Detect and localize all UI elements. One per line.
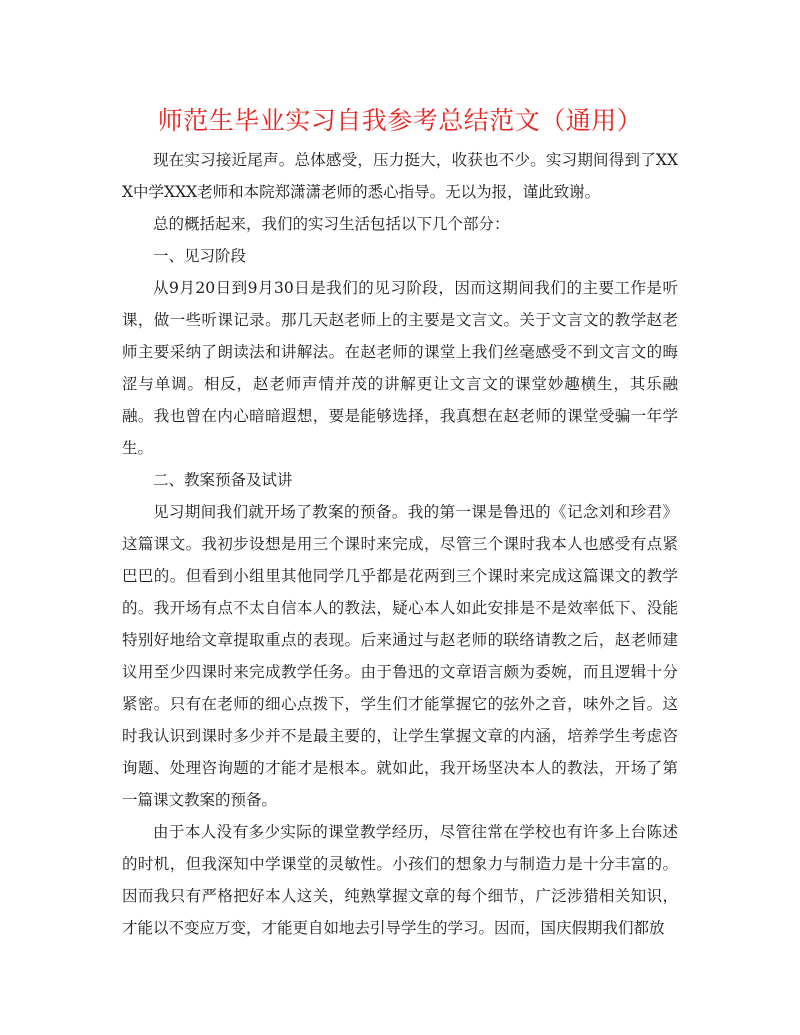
section-heading-lesson-prep: 二、教案预备及试讲	[153, 471, 293, 489]
document-title: 师范生毕业实习自我参考总结范文（通用）	[157, 106, 643, 135]
paragraph-intro: 现在实习接近尾声。总体感受，压力挺大，收获也不少。实习期间得到了XXX中学XXX老师和本院郑潇潇老师的悉心指导。无以为报，谨此致谢。	[122, 151, 678, 201]
document-body	[122, 144, 678, 944]
section-heading-observation: 一、见习阶段	[153, 247, 247, 265]
paragraph-lesson-prep: 见习期间我们就开场了教案的预备。我的第一课是鲁迅的《记念刘和珍君》这篇课文。我初步设想是用三个课时来完成，尽管三个课时我本人也感受有点紧巴巴的。但看到小组里其他同学几乎都是花两到三个课时来完成这篇课文的教学的。我开场有点不太自信本人的教法，疑心本人如此安排是不是效率低下、没能特别好地给文章提取重点的表现。后来通过与赵老师的联络请教之后，赵老师建议用至少四课时来完成教学任务。由于鲁迅的文章语言颇为委婉，而且逻辑十分紧密。只有在老师的细心点拨下，学生们才能掌握它的弦外之音，味外之旨。这时我认识到课时多少并不是最主要的，让学生掌握文章的内涵，培养学生考虑咨询题、处理咨询题的才能才是根本。就如此，我开场坚决本人的教法，开场了第一篇课文教案的预备。	[122, 503, 678, 809]
paragraph-observation: 从9月20日到9月30日是我们的见习阶段，因而这期间我们的主要工作是听课，做一些听课记录。那几天赵老师上的主要是文言文。关于文言文的教学赵老师主要采纳了朗读法和讲解法。在赵老师的课堂上我们丝毫感受不到文言文的晦涩与单调。相反，赵老师声情并茂的讲解更让文言文的课堂妙趣横生，其乐融融。我也曾在内心暗暗遐想，要是能够选择，我真想在赵老师的课堂受骗一年学生。	[122, 279, 678, 457]
paragraph-classroom-experience: 由于本人没有多少实际的课堂教学经历，尽管往常在学校也有许多上台陈述的时机，但我深知中学课堂的灵敏性。小孩们的想象力与制造力是十分丰富的。因而我只有严格把好本人这关，纯熟掌握文章的每个细节，广泛涉猎相关知识，才能以不变应万变，才能更自如地去引导学生的学习。因而，国庆假期我们都放	[122, 823, 678, 937]
paragraph-overview: 总的概括起来，我们的实习生活包括以下几个部分：	[153, 215, 510, 233]
